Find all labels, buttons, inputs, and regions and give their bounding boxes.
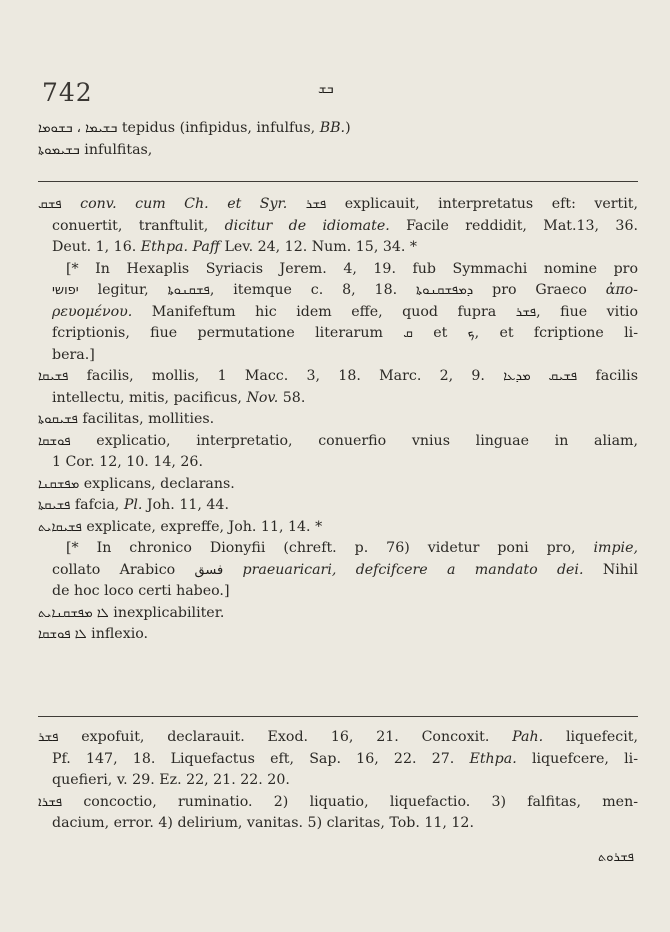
note-line: [* In chronico Dionyfii (chreft. p. 76) videtur poni pro, impie, [66,540,638,556]
note-line: de hoc loco certi habeo.] [52,583,230,599]
entry-line: intellectu, mitis, pacificus, Nov. 58. [52,389,306,406]
page-number: 742 [42,78,93,107]
catchword: ܦܫܪܘܬ [598,850,634,865]
note-line: [* In Hexaplis Syriacis Jerem. 4, 19. fub Symmachi nomine pro [66,260,638,277]
entry-line: ܦܫܝܩܘܬܐ facilitas, mollities. [38,411,215,427]
entry-line: ܦܫܝܩܐܝܬ explicate, expreffe, Joh. 11, 14. * [38,518,323,535]
section-divider [38,181,638,182]
entry-line: ܦܫܝܩܬܐ fafcia, Pl. Joh. 11, 44. [38,497,229,513]
section-divider [38,716,638,717]
entry-line: Pf. 147, 18. Liquefactus eft, Sap. 16, 22. 27. Ethpa. liquefcere, li- [52,750,638,767]
entry-line: ܦܫܪܐ concoctio, ruminatio. 2) liquatio, liquefactio. 3) falfitas, men- [38,793,638,810]
entry-line: ܦܫܩ conv. cum Ch. et Syr. ܦܫܪ explicauit, interpretatus eft: vertit, [38,196,638,212]
entry-line: 1 Cor. 12, 10. 14, 26. [52,454,203,470]
note-line: ρευομένου. Manifeftum hic idem effe, quod fupra ܦܫܪ, fiue vitio [52,303,638,320]
entry-line: ܠܐ ܦܘܫܩܐ inflexio. [38,626,149,642]
note-line: fcriptionis, fiue permutatione literarum ܩ et ܟ, et fcriptione li- [52,325,638,341]
entry-line: dacium, error. 4) delirium, vanitas. 5) claritas, Tob. 11, 12. [52,815,474,831]
note-line: collato Arabico فسق praeuaricari, defcifcere a mandato dei. Nihil [52,561,638,578]
entry-line: conuertit, tranftulit, dicitur de idiomate. Facile reddidit, Mat.13, 36. [52,217,638,234]
entry-line: ܦܫܝܩܐ facilis, mollis, 1 Macc. 3, 18. Marc. 2, 9. ܦܫܝܩ ܡܕܥܐ facilis [38,368,638,384]
section-exposuit [38,727,638,835]
entry-insulsitas: ܒܫܝܡܘܬܐ infulfitas, [38,141,153,158]
entry-line: ܦܫܪ expofuit, declarauit. Exod. 16, 21. Concoxit. Pah. liquefecit, [38,729,638,745]
running-head: ܒܫ [318,82,334,97]
entry-line: ܦܘܫܩܐ explicatio, interpretatio, conuerfio vnius linguae in aliam, [38,432,638,449]
entry-line: ܡܦܫܩܢܐ explicans, declarans. [38,475,235,492]
top-entries [38,118,638,161]
entry-tepidus: ܒܫܝܡܐ ، ܒܫܘܡܐ tepidus (infipidus, infulfus, BB.) [38,120,351,136]
entry-line: quefieri, v. 29. Ez. 22, 21. 22. 20. [52,772,290,788]
note-line: bera.] [52,346,95,363]
entry-line: Deut. 1, 16. Ethpa. Paff Lev. 24, 12. Num. 15, 34. * [52,239,418,255]
note-line: יפושי legitur, ܦܫܩܢܘܬܐ, itemque c. 8, 18. ܕܡܦܫܩܢܘܬܐ pro Graeco ἀπο- [52,282,638,298]
section-explicauit [38,194,638,646]
entry-line: ܠܐ ܡܦܫܩܢܐܝܬ inexplicabiliter. [38,604,225,621]
